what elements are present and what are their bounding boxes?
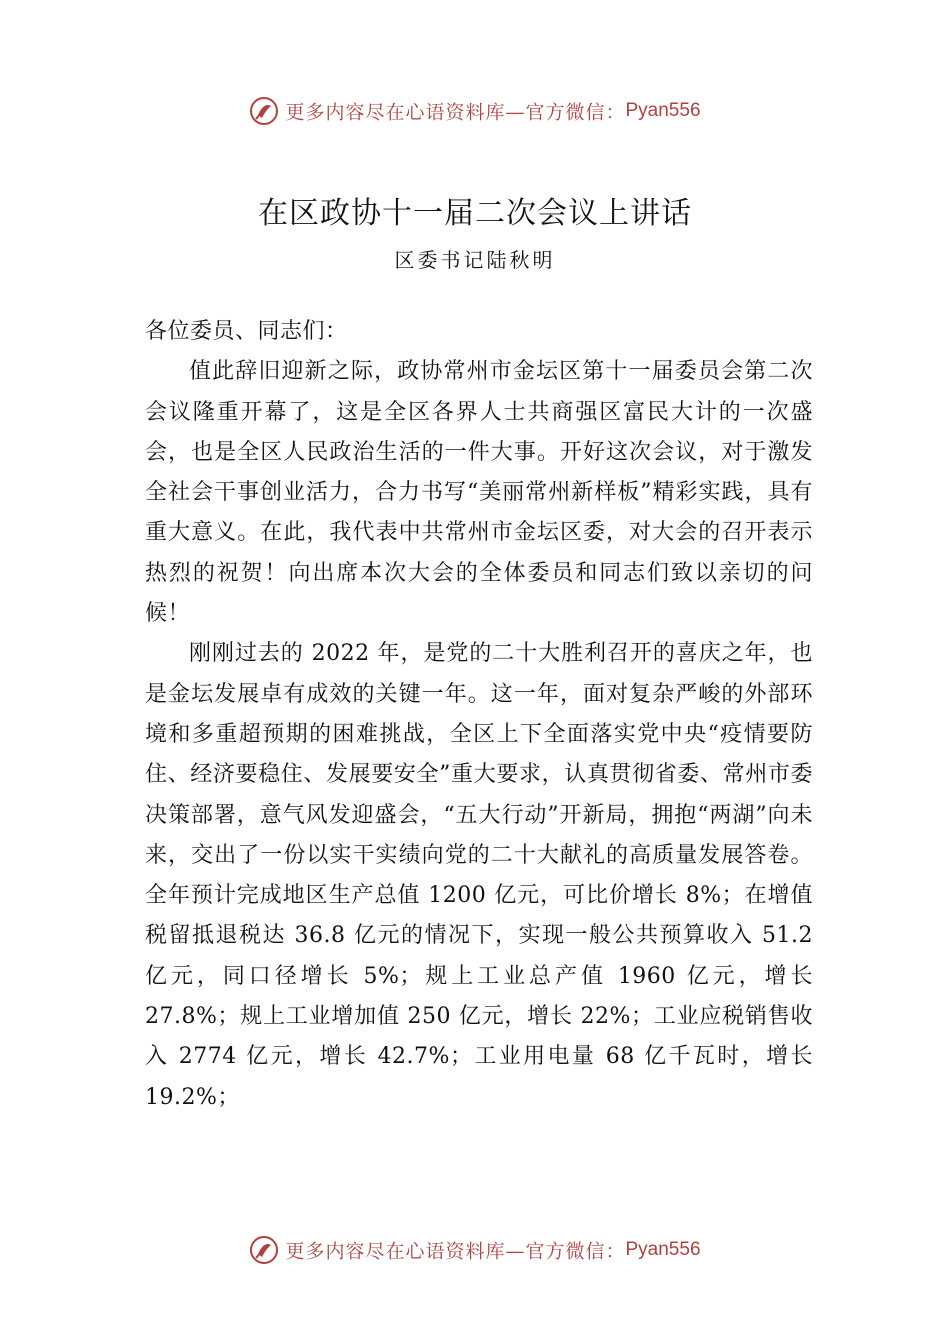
banner-text: 更多内容尽在心语资料库—官方微信： <box>285 101 626 124</box>
salutation: 各位委员、同志们： <box>145 319 348 344</box>
banner-wechat-id: Pyan556 <box>625 100 701 121</box>
document-author: 区委书记陆秋明 <box>394 248 556 272</box>
banner-text: 更多内容尽在心语资料库—官方微信： <box>285 1240 626 1263</box>
document-title: 在区政协十一届二次会议上讲话 <box>258 196 692 231</box>
document-body <box>145 312 813 1118</box>
paragraph: 刚刚过去的 2022 年，是党的二十大胜利召开的喜庆之年，也是金坛发展卓有成效的关键一年。这一年，面对复杂严峻的外部环境和多重超预期的困难挑战，全区上下全面落实党中央“疫情要防住、经济要稳住、发展要安全”重大要求，认真贯彻省委、常州市委决策部署，意气风发迎盛会，“五大行动”开新局，拥抱“两湖”向未来，交出了一份以实干实绩向党的二十大献礼的高质量发展答卷。全年预计完成地区生产总值 1200 亿元，可比价增长 8%；在增值税留抵退税达 36.8 亿元的情况下，实现一般公共预算收入 51.2 亿元，同口径增长 5%；规上工业总产值 1960 亿元，增长 27.8%；规上工业增加值 250 亿元，增长 22%；工业应税销售收入 2774 亿元，增长 42.7%；工业用电量 68 亿千瓦时，增长 19.2%； <box>145 641 813 1110</box>
footer-banner <box>0 1235 950 1265</box>
logo-icon <box>249 96 279 126</box>
paragraph: 值此辞旧迎新之际，政协常州市金坛区第十一届委员会第二次会议隆重开幕了，这是全区各界人士共商强区富民大计的一次盛会，也是全区人民政治生活的一件大事。开好这次会议，对于激发全社会干事创业活力，合力书写“美丽常州新样板”精彩实践，具有重大意义。在此，我代表中共常州市金坛区委，对大会的召开表示热烈的祝贺！向出席本次大会的全体委员和同志们致以亲切的问候！ <box>145 359 813 627</box>
header-banner <box>0 96 950 126</box>
banner-wechat-id: Pyan556 <box>625 1239 701 1260</box>
logo-icon <box>249 1235 279 1265</box>
